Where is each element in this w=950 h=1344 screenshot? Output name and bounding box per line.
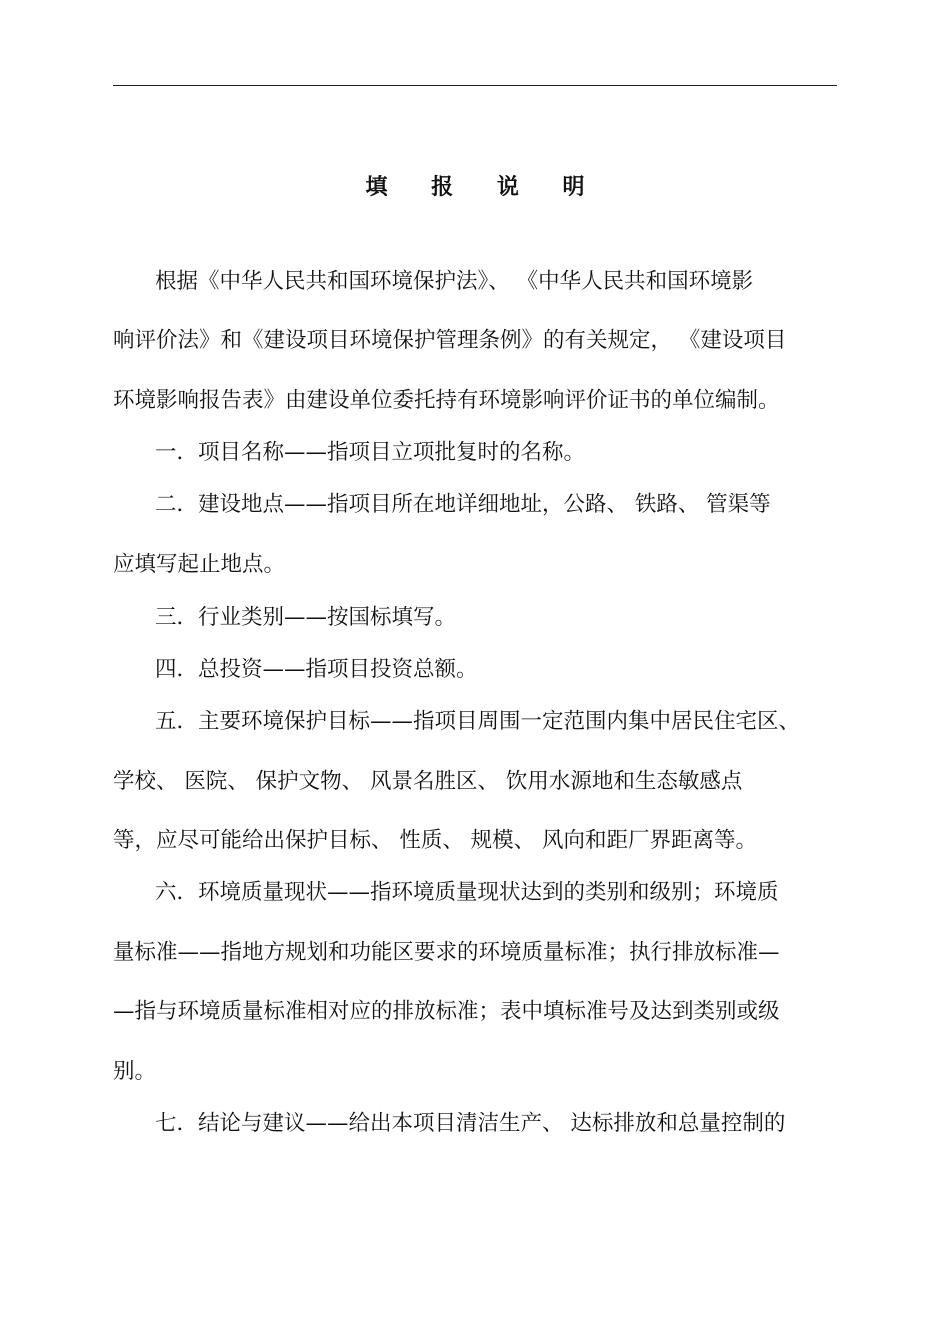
- paragraph-line: 七．结论与建议——给出本项目清洁生产、 达标排放和总量控制的: [155, 1111, 786, 1136]
- paragraph-line: 应填写起止地点。: [113, 552, 286, 577]
- paragraph-line: 等，应尽可能给出保护目标、 性质、 规模、 风向和距厂界距离等。: [113, 828, 758, 853]
- paragraph-line: 五．主要环境保护目标——指项目周围一定范围内集中居民住宅区、: [155, 709, 801, 734]
- header-rule: [113, 85, 837, 86]
- paragraph-line: 别。: [113, 1059, 157, 1084]
- paragraph-line: 学校、 医院、 保护文物、 风景名胜区、 饮用水源地和生态敏感点: [113, 769, 743, 794]
- paragraph-line: —指与环境质量标准相对应的排放标准；表中填标准号及达到类别或级: [113, 999, 780, 1024]
- paragraph-line: 一．项目名称——指项目立项批复时的名称。: [155, 440, 586, 465]
- paragraph-line: 根据《中华人民共和国环境保护法》、 《中华人民共和国环境影: [155, 269, 754, 294]
- paragraph-line: 六．环境质量现状——指环境质量现状达到的类别和级别；环境质: [155, 880, 779, 905]
- paragraph-line: 量标准——指地方规划和功能区要求的环境质量标准；执行排放标准—: [113, 940, 780, 965]
- paragraph-line: 环境影响报告表》由建设单位委托持有环境影响评价证书的单位编制。: [113, 388, 780, 413]
- paragraph-line: 响评价法》和《建设项目环境保护管理条例》的有关规定， 《建设项目: [113, 328, 787, 353]
- paragraph-line: 二．建设地点——指项目所在地详细地址，公路、 铁路、 管渠等: [155, 492, 771, 517]
- page-title: 填 报 说 明: [365, 175, 603, 200]
- paragraph-line: 三．行业类别——按国标填写。: [155, 605, 457, 630]
- paragraph-line: 四．总投资——指项目投资总额。: [155, 657, 478, 682]
